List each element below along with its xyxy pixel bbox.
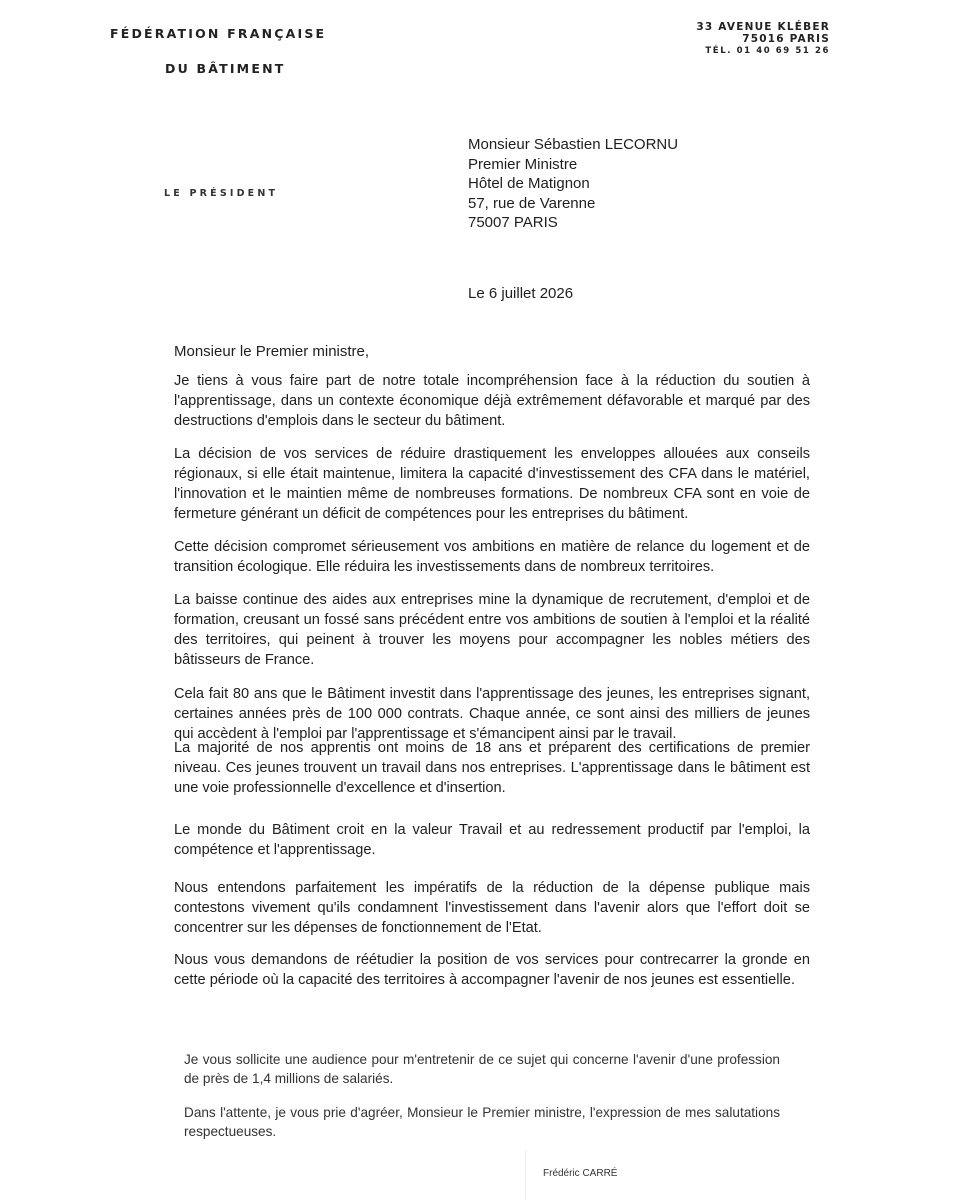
body-paragraph: Je tiens à vous faire part de notre totale incompréhension face à la réduction du soutien à l'apprentissage, dans un contexte économique déjà extrêmement défavorable et marqué par des destructions d'emplois dans le secteur du bâtiment. [174, 373, 810, 429]
body-paragraph: Cela fait 80 ans que le Bâtiment investit dans l'apprentissage des jeunes, les entreprises signant, certaines années près de 100 000 contrats. Chaque année, ce sont ainsi des milliers de jeunes qui accèdent à l'emploi par l'apprentissage et s'émancipent ainsi par le travail. [174, 686, 810, 742]
recipient-title: Premier Ministre [468, 155, 578, 173]
address-phone: TÉL. 01 40 69 51 26 [705, 46, 830, 56]
body-paragraph: Le monde du Bâtiment croit en la valeur Travail et au redressement productif par l'emploi, la compétence et l'apprentissage. [174, 822, 810, 858]
body-paragraph: Nous entendons parfaitement les impératifs de la réduction de la dépense publique mais contestons vivement qu'ils condamnent l'investissement dans l'avenir alors que l'effort doit se concentrer sur les dépenses de fonctionnement de l'Etat. [174, 880, 810, 936]
closing-paragraph-salutations: Dans l'attente, je vous prie d'agréer, Monsieur le Premier ministre, l'expression de mes salutations respectueuses. [184, 1105, 780, 1139]
body-paragraph: La majorité de nos apprentis ont moins de 18 ans et préparent des certifications de premier niveau. Ces jeunes trouvent un travail dans nos entreprises. L'apprentissage dans le bâtiment est une voie professionnelle d'excellence et d'insertion. [174, 740, 810, 796]
recipient-city: 75007 PARIS [468, 214, 558, 231]
org-name-line2: DU BÂTIMENT [165, 61, 286, 76]
salutation: Monsieur le Premier ministre, [174, 343, 370, 360]
recipient-street: 57, rue de Varenne [468, 194, 596, 212]
org-name-line1: FÉDÉRATION FRANÇAISE [110, 26, 327, 41]
sender-role: LE PRÉSIDENT [164, 188, 279, 199]
signatory-name: Frédéric CARRÉ [543, 1168, 618, 1179]
body-paragraph: La baisse continue des aides aux entreprises mine la dynamique de recrutement, d'emploi et de formation, creusant un fossé sans précédent entre vos ambitions de soutien à l'emploi et la réalité des territoires, qui peinent à trouver les moyens pour accompagner les nobles métiers des bâtisseurs de France. [174, 592, 810, 668]
closing-paragraph-audience: Je vous sollicite une audience pour m'entretenir de ce sujet qui concerne l'avenir d'une profession de près de 1,4 millions de salariés. [184, 1052, 780, 1086]
recipient-block [468, 135, 678, 233]
letter-date: Le 6 juillet 2026 [468, 285, 574, 302]
address-city: 75016 PARIS [742, 33, 830, 45]
body-paragraph: Cette décision compromet sérieusement vos ambitions en matière de relance du logement et de transition écologique. Elle réduira les investissements dans de nombreux territoires. [174, 539, 810, 575]
address-street: 33 AVENUE KLÉBER [696, 21, 830, 33]
recipient-building: Hôtel de Matignon [468, 175, 590, 192]
recipient-name: Monsieur Sébastien LECORNU [468, 136, 679, 153]
sender-address [696, 21, 830, 57]
body-paragraph: La décision de vos services de réduire drastiquement les enveloppes allouées aux conseils régionaux, si elle était maintenue, limitera la capacité d'investissement des CFA dans le matériel, l'innovation et le maintien même de nombreuses formations. De nombreux CFA sont en voie de fermeture générant un déficit de compétences pour les entreprises du bâtiment. [174, 446, 810, 522]
body-paragraph: Nous vous demandons de réétudier la position de vos services pour contrecarrer la gronde en cette période où la capacité des territoires à accompagner l'avenir de nos jeunes est essentielle. [174, 952, 810, 988]
